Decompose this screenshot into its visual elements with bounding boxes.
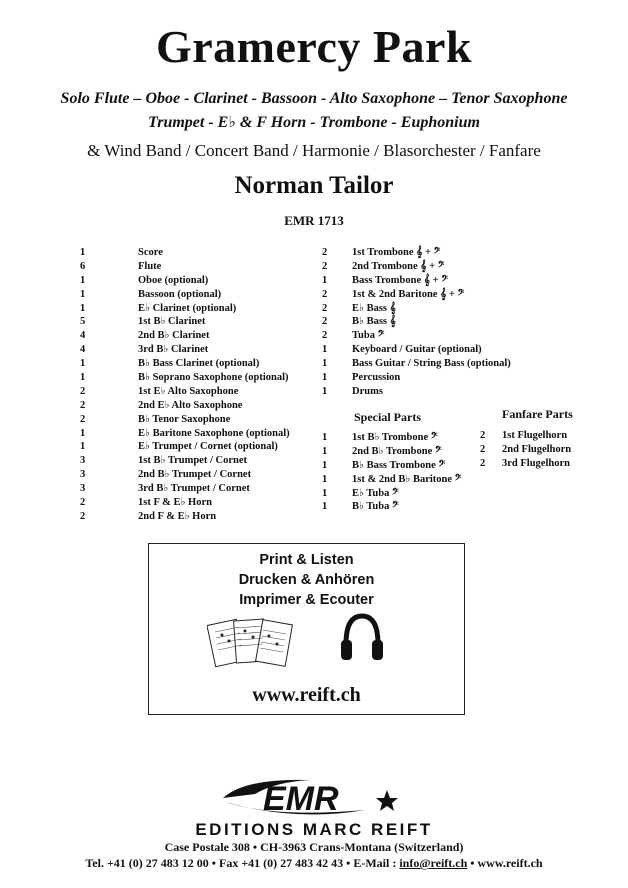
part-label: 3rd B♭ Clarinet <box>138 344 209 356</box>
part-quantity: 2 <box>80 510 86 522</box>
part-row <box>322 500 482 514</box>
part-quantity: 1 <box>322 274 328 286</box>
part-row <box>322 246 522 260</box>
part-row <box>80 482 310 496</box>
part-quantity: 1 <box>322 473 328 485</box>
part-label: Percussion <box>352 372 401 384</box>
part-row <box>322 329 522 343</box>
part-quantity: 1 <box>322 372 328 384</box>
promo-line-english: Print & Listen <box>259 552 354 568</box>
special-parts-list <box>322 431 482 514</box>
part-quantity: 2 <box>322 247 328 258</box>
part-quantity: 1 <box>322 385 328 397</box>
part-label: 1st Flugelhorn <box>502 430 568 441</box>
part-quantity: 1 <box>80 441 86 453</box>
emr-logo <box>215 772 415 824</box>
part-label: B♭ Bass Clarinet (optional) <box>138 358 260 370</box>
band-line: & Wind Band / Concert Band / Harmonie / Blasorchester / Fanfare <box>87 141 541 160</box>
part-label: E♭ Tuba 𝄢 <box>352 487 399 499</box>
part-row <box>322 487 482 501</box>
part-label: 1st E♭ Alto Saxophone <box>138 385 239 397</box>
part-quantity: 5 <box>80 316 86 328</box>
part-label: B♭ Bass Trombone 𝄢 <box>352 459 446 471</box>
part-quantity: 1 <box>80 372 86 384</box>
part-label: 1st & 2nd B♭ Baritone 𝄢 <box>352 473 462 485</box>
part-quantity: 3 <box>80 483 86 495</box>
parts-list-column-2 <box>322 246 522 399</box>
part-quantity: 1 <box>322 445 328 457</box>
part-row <box>322 431 482 445</box>
part-label: 2nd Trombone 𝄞 + 𝄢 <box>352 260 445 272</box>
part-label: 1st & 2nd Baritone 𝄞 + 𝄢 <box>352 288 465 300</box>
part-quantity: 2 <box>322 302 328 314</box>
part-row <box>322 385 522 399</box>
part-quantity: 4 <box>80 330 86 342</box>
part-row <box>322 302 522 316</box>
solo-instruments-line-2: Trumpet - E♭ & F Horn - Trombone - Euphonium <box>148 114 480 131</box>
part-row <box>80 427 310 441</box>
part-label: B♭ Tuba 𝄢 <box>352 501 399 513</box>
catalog-number: EMR 1713 <box>284 213 344 228</box>
part-label: 1st B♭ Trumpet / Cornet <box>138 455 247 467</box>
solo-instruments-line-1: Solo Flute – Oboe - Clarinet - Bassoon - Alto Saxophone – Tenor Saxophone <box>60 90 568 107</box>
part-label: 2nd F & E♭ Horn <box>138 510 217 522</box>
part-label: Drums <box>352 385 383 397</box>
website-url[interactable]: www.reift.ch <box>252 684 361 706</box>
headphones-icon <box>339 610 385 668</box>
part-quantity: 1 <box>322 358 328 370</box>
part-quantity: 4 <box>80 344 86 356</box>
part-quantity: 2 <box>322 260 328 272</box>
part-row <box>80 302 310 316</box>
part-quantity: 1 <box>322 459 328 471</box>
part-label: B♭ Tenor Saxophone <box>138 413 231 425</box>
fanfare-parts-list <box>480 429 600 471</box>
part-label: E♭ Baritone Saxophone (optional) <box>138 427 290 439</box>
part-row <box>322 274 522 288</box>
part-quantity: 2 <box>80 413 86 425</box>
svg-text:EMR: EMR <box>263 780 339 818</box>
part-row <box>480 443 600 457</box>
part-label: E♭ Clarinet (optional) <box>138 302 237 314</box>
part-row <box>322 459 482 473</box>
part-row <box>322 371 522 385</box>
part-quantity: 1 <box>80 288 86 300</box>
part-quantity: 2 <box>480 443 486 455</box>
part-quantity: 2 <box>322 330 328 342</box>
part-quantity: 2 <box>480 457 486 469</box>
fanfare-parts-heading: Fanfare Parts <box>502 407 573 421</box>
sheet-music-icon <box>207 614 297 672</box>
part-label: 2nd Flugelhorn <box>502 443 572 455</box>
part-row <box>80 260 310 274</box>
part-row <box>322 473 482 487</box>
part-label: Bass Trombone 𝄞 + 𝄢 <box>352 274 448 286</box>
part-label: B♭ Soprano Saxophone (optional) <box>138 372 289 384</box>
contact-phone-fax: Tel. +41 (0) 27 483 12 00 • Fax +41 (0) 27 483 42 43 • E-Mail : <box>85 856 400 870</box>
contact-email-link[interactable]: info@reift.ch <box>399 856 468 870</box>
part-label: 3rd Flugelhorn <box>502 457 570 469</box>
part-label: 2nd B♭ Trombone 𝄢 <box>352 445 442 457</box>
part-quantity: 2 <box>80 399 86 411</box>
part-row <box>322 315 522 329</box>
publisher-contact <box>0 856 628 871</box>
part-quantity: 1 <box>80 274 86 286</box>
part-quantity: 1 <box>80 302 86 314</box>
part-quantity: 6 <box>80 260 86 272</box>
part-label: 1st B♭ Clarinet <box>138 316 206 328</box>
part-row <box>80 343 310 357</box>
part-label: E♭ Bass 𝄞 <box>352 302 396 314</box>
part-label: 3rd B♭ Trumpet / Cornet <box>138 483 250 495</box>
part-row <box>80 454 310 468</box>
part-row <box>80 315 310 329</box>
part-row <box>480 429 600 443</box>
part-label: B♭ Bass 𝄞 <box>352 316 396 328</box>
part-row <box>80 399 310 413</box>
promo-line-french: Imprimer & Ecouter <box>239 592 374 608</box>
part-quantity: 2 <box>80 497 86 509</box>
part-quantity: 1 <box>322 432 328 443</box>
part-label: Flute <box>138 260 162 272</box>
parts-list-column-1 <box>80 246 310 524</box>
part-quantity: 2 <box>80 385 86 397</box>
part-label: 1st F & E♭ Horn <box>138 497 212 509</box>
part-label: 2nd B♭ Clarinet <box>138 330 210 342</box>
part-quantity: 1 <box>322 487 328 499</box>
part-quantity: 2 <box>322 316 328 328</box>
part-row <box>80 510 310 524</box>
part-quantity: 1 <box>322 344 328 356</box>
part-quantity: 1 <box>80 247 86 258</box>
publisher-address: Case Postale 308 • CH-3963 Crans-Montana (Switzerland) <box>164 840 464 854</box>
special-parts-heading: Special Parts <box>354 410 421 424</box>
part-row <box>80 288 310 302</box>
part-row <box>480 457 600 471</box>
part-label: Score <box>138 247 163 258</box>
contact-website[interactable]: • www.reift.ch <box>467 856 543 870</box>
part-row <box>80 413 310 427</box>
part-row <box>322 357 522 371</box>
part-quantity: 1 <box>80 358 86 370</box>
part-label: Bass Guitar / String Bass (optional) <box>352 358 511 370</box>
part-quantity: 2 <box>480 430 486 441</box>
print-listen-box <box>148 543 465 715</box>
part-quantity: 2 <box>322 288 328 300</box>
composer-name: Norman Tailor <box>234 172 394 199</box>
part-quantity: 3 <box>80 469 86 481</box>
part-row <box>322 288 522 302</box>
promo-line-german: Drucken & Anhören <box>238 572 375 588</box>
part-row <box>80 496 310 510</box>
part-label: 1st Trombone 𝄞 + 𝄢 <box>352 247 441 258</box>
part-row <box>80 329 310 343</box>
part-row <box>80 357 310 371</box>
part-row <box>322 343 522 357</box>
part-row <box>80 468 310 482</box>
part-label: 2nd B♭ Trumpet / Cornet <box>138 469 252 481</box>
part-quantity: 1 <box>322 501 328 513</box>
publisher-name: EDITIONS MARC REIFT <box>195 820 433 839</box>
part-row <box>80 246 310 260</box>
page-title: Gramercy Park <box>155 21 473 72</box>
part-row <box>80 371 310 385</box>
part-label: 2nd E♭ Alto Saxophone <box>138 399 243 411</box>
part-label: Bassoon (optional) <box>138 288 222 300</box>
part-label: Oboe (optional) <box>138 274 209 286</box>
part-row <box>80 440 310 454</box>
part-label: Keyboard / Guitar (optional) <box>352 344 482 356</box>
part-label: E♭ Trumpet / Cornet (optional) <box>138 441 278 453</box>
part-row <box>80 385 310 399</box>
part-quantity: 1 <box>80 427 86 439</box>
part-row <box>80 274 310 288</box>
part-row <box>322 260 522 274</box>
part-quantity: 3 <box>80 455 86 467</box>
part-row <box>322 445 482 459</box>
part-label: 1st B♭ Trombone 𝄢 <box>352 432 438 443</box>
part-label: Tuba 𝄢 <box>352 330 385 342</box>
